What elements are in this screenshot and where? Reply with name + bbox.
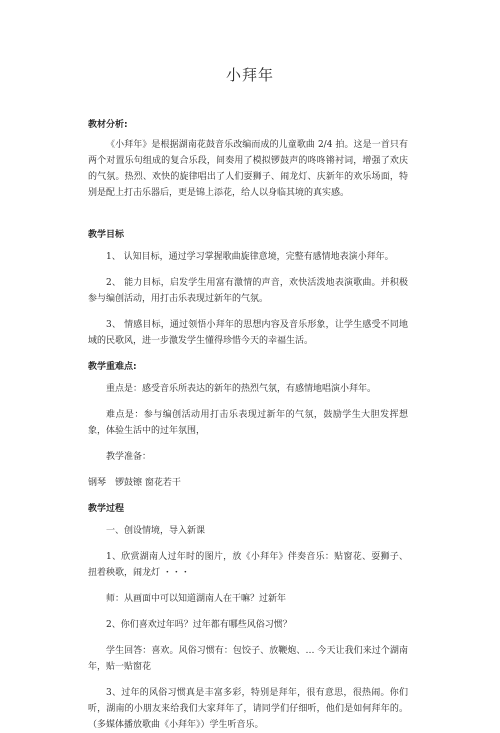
page-title: 小拜年 (225, 66, 274, 84)
process-heading: 教学过程 (88, 504, 125, 514)
step-1-2: 2、你们喜欢过年吗？过年都有哪些风俗习惯？ (106, 620, 292, 630)
keypoint-text: 重点是：感受音乐所表达的新年的热烈气氛，有感情地唱演小拜年。 (106, 384, 377, 394)
keypoints-heading: 教学重难点: (88, 362, 137, 372)
materials-paragraph: 《小拜年》是根据湖南花鼓音乐改编而成的儿童歌曲 2/4 拍。这是一首只有两个对置乐句组成的复合乐段，间奏用了模拟锣鼓声的咚咚锵衬词，增强了欢庆的气氛。热烈、欢快的旋律唱出了人们耍狮子、闹龙灯、庆新年的欢乐场面，特别是配上打击乐器后，更是锦上添花，给人以身临其境的真实感。 (88, 140, 408, 198)
student-answer: 学生回答：喜欢。风俗习惯有：包饺子、放鞭炮、… 今天让我们来过个湖南年，贴一贴窗花 (88, 646, 408, 672)
step-1-1: 1、欣赏湖南人过年时的图片，放《小拜年》伴奏音乐：贴窗花、耍狮子、扭着秧歌，闹龙灯 ・・・ (88, 552, 408, 578)
step-1-3: 3、过年的风俗习惯真是丰富多彩，特别是拜年，很有意思，很热闹。你们听，湖南的小朋友来给我们大家拜年了，请同学们仔细听，他们是如何拜年的。（多媒体播放歌曲《小拜年》）学生听音乐。 (88, 688, 408, 730)
goal-cognitive: 1、 认知目标，通过学习掌握歌曲旋律意境，完整有感情地表演小拜年。 (106, 252, 394, 262)
goal-ability: 2、 能力目标，启发学生用富有激情的声音，欢快活泼地表演歌曲。并积极参与编创活动，用打击乐表现过新年的气氛。 (88, 278, 408, 304)
teacher-question: 师：从画面中可以知道湖南人在干嘛？过新年 (106, 594, 287, 604)
prep-label: 教学准备： (106, 452, 152, 462)
goal-emotion: 3、 情感目标，通过领悟小拜年的思想内容及音乐形象，让学生感受不同地域的民歌风，进一步激发学生懂得珍惜今天的幸福生活。 (88, 320, 408, 346)
step-intro: 一、创设情境，导入新课 (106, 526, 206, 536)
materials-heading: 教材分析: (88, 120, 128, 130)
goals-heading: 教学目标 (88, 230, 125, 240)
difficulty-text: 难点是：参与编创活动用打击乐表现过新年的气氛，鼓励学生大胆发挥想象，体验生活中的过年氛围， (88, 410, 408, 436)
document-body (88, 117, 408, 733)
prep-items: 钢琴 锣鼓镲 窗花若干 (88, 478, 181, 488)
